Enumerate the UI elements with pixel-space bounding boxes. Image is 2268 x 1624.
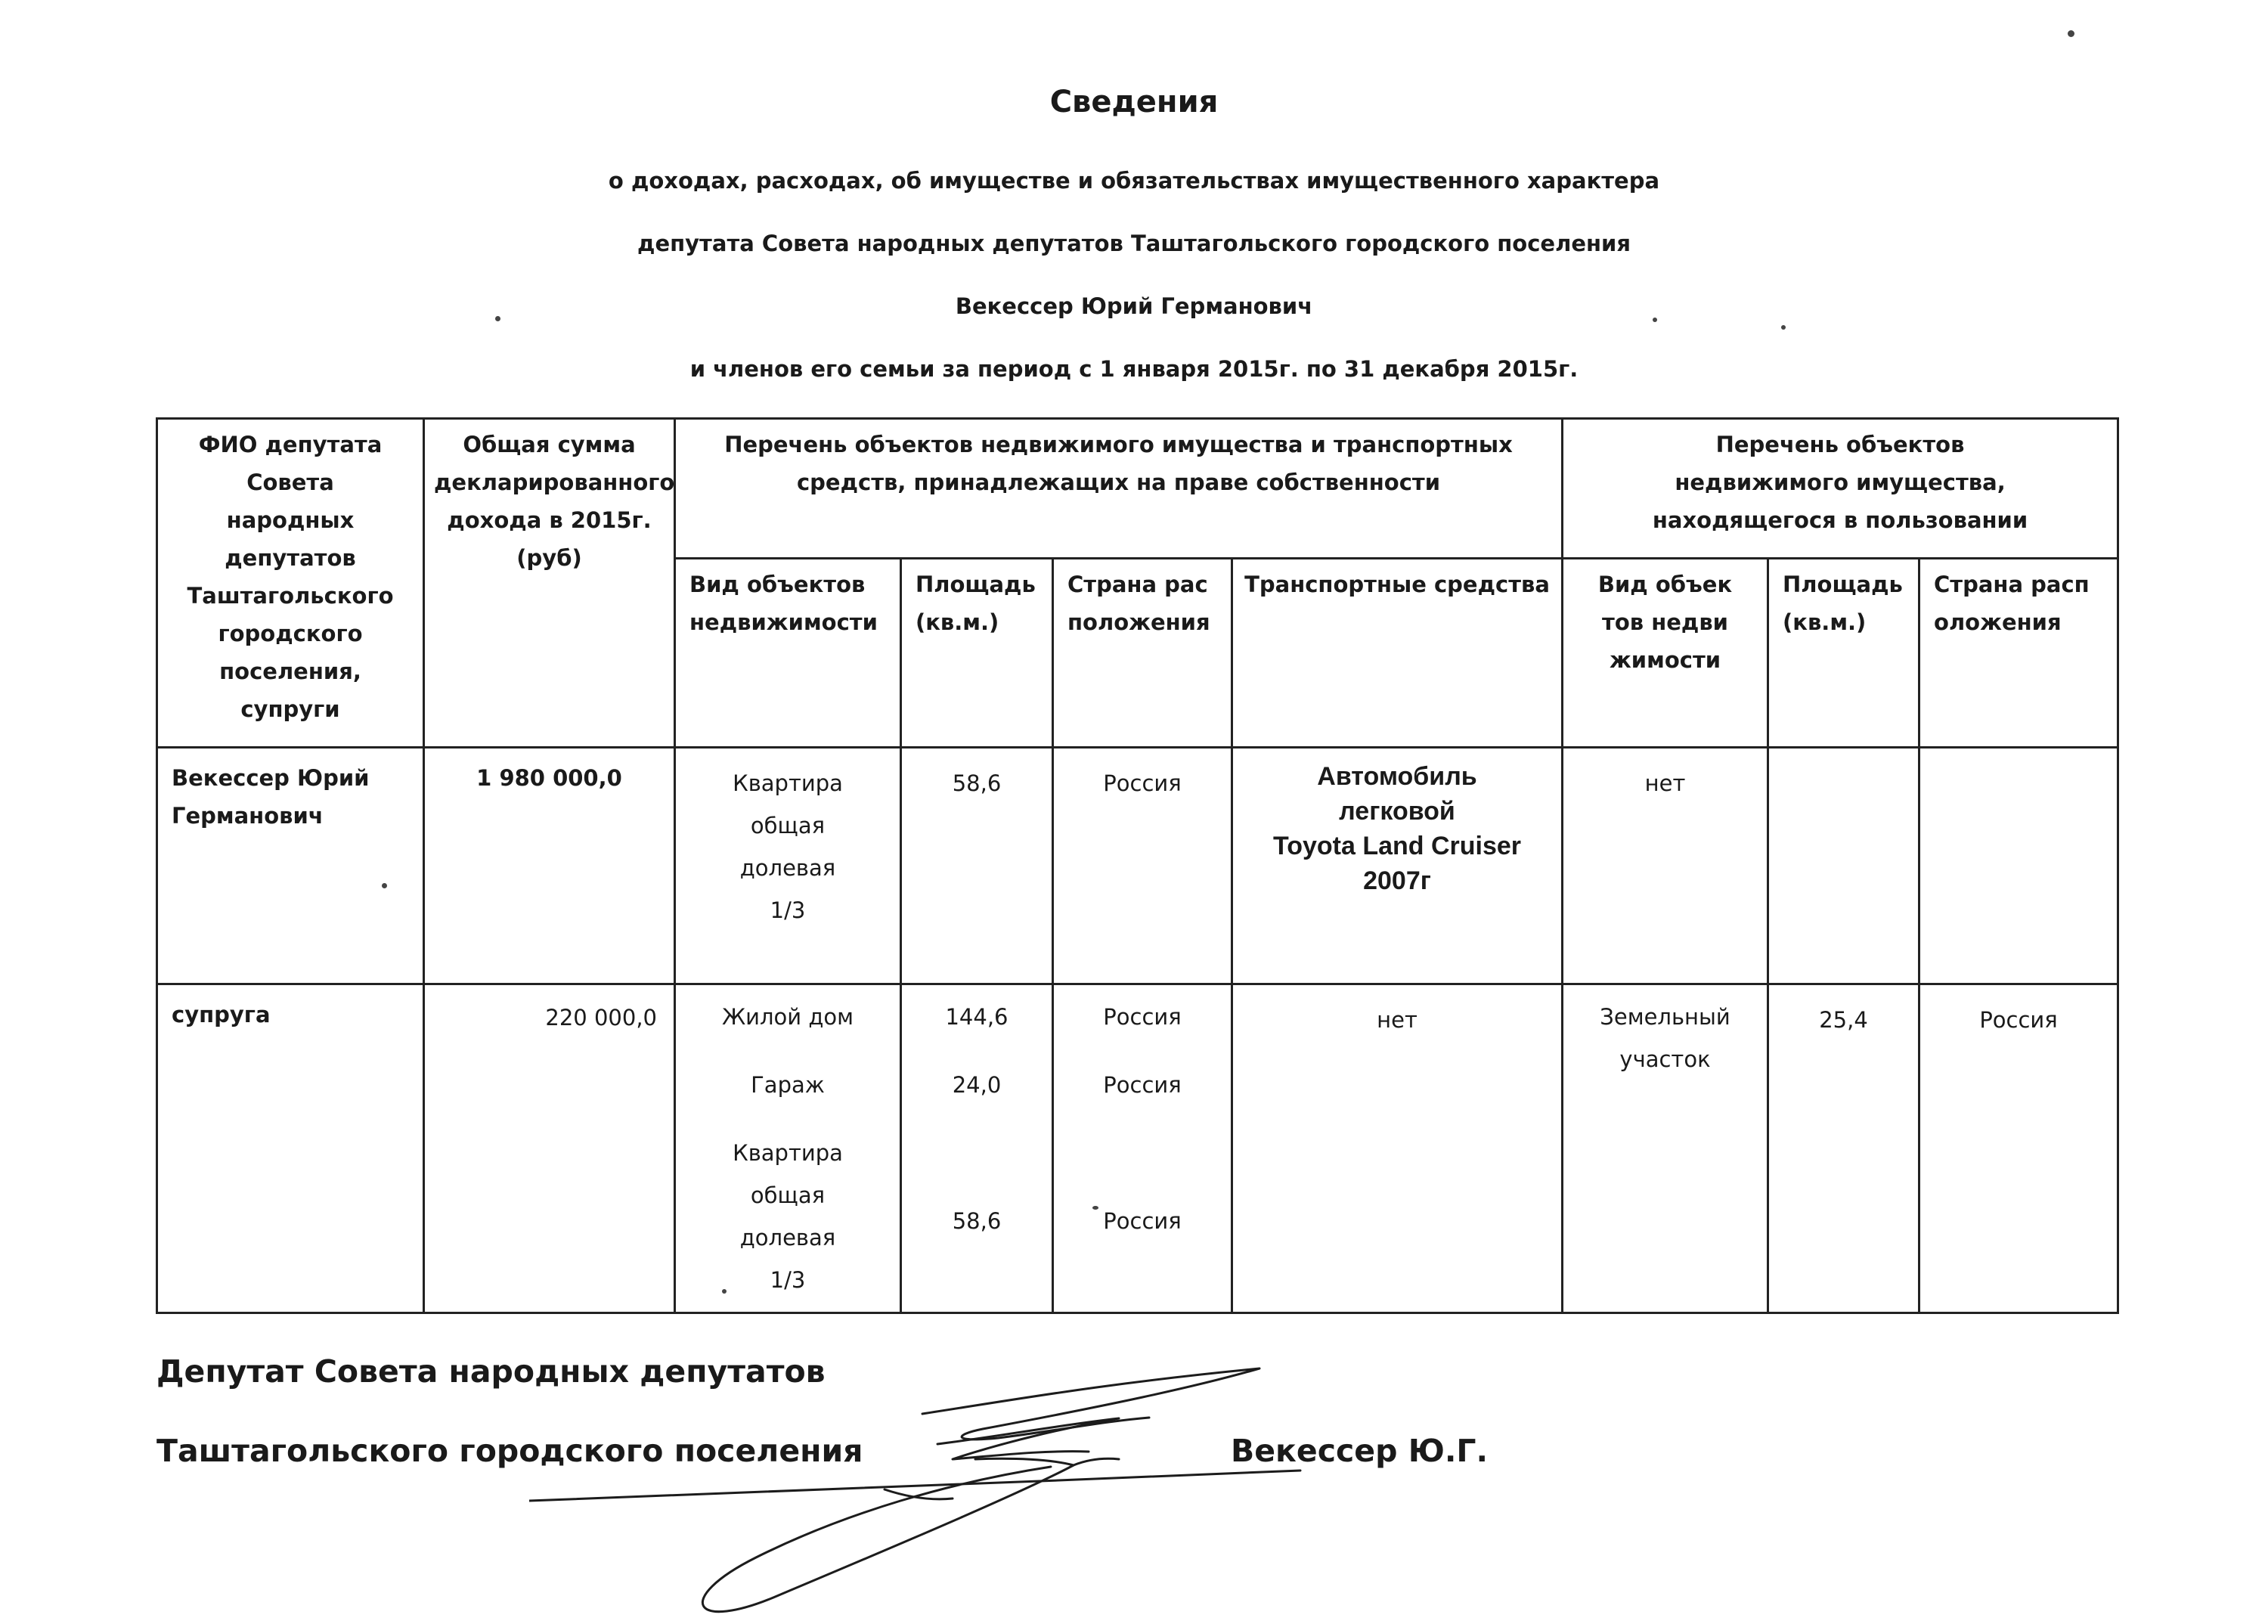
row1-vehicle-year: 2007г xyxy=(1363,866,1431,895)
column-header-owned-country: Страна расположения xyxy=(1053,559,1232,748)
row2-property-countries xyxy=(1053,984,1232,1313)
row1-used-type: нет xyxy=(1563,748,1768,984)
row1-vehicles xyxy=(1232,748,1563,984)
column-header-owned-type: Вид объектов недвижимости xyxy=(675,559,901,748)
row1-property-type: Квартира общая долевая 1/3 xyxy=(675,748,901,984)
row2-property-types xyxy=(675,984,901,1313)
footer-signer-name: Векессер Ю.Г. xyxy=(1231,1433,1489,1469)
header-line-4: и членов его семьи за период с 1 января 2015г. по 31 декабря 2015г. xyxy=(689,356,1579,382)
declaration-table xyxy=(156,417,2119,1314)
row2-property2-type: Гараж xyxy=(751,1072,825,1098)
document-title: Сведения xyxy=(1049,85,1219,119)
row1-vehicle-model: Toyota Land Cruiser xyxy=(1272,832,1522,860)
row1-used-area xyxy=(1768,748,1919,984)
group-header-used: Перечень объектов недвижимого имущества, находящегося в пользовании xyxy=(1563,419,2118,559)
row2-income: 220 000,0 xyxy=(424,984,675,1313)
table-row xyxy=(157,748,2118,984)
column-header-name: ФИО депутата Совета народных депутатов Таштагольского городского поселения, супруги xyxy=(157,419,424,748)
row2-vehicles: нет xyxy=(1232,984,1563,1313)
row2-name: супруга xyxy=(157,984,424,1313)
row2-property2-area: 24,0 xyxy=(952,1072,1002,1098)
header-line-1: о доходах, расходах, об имуществе и обязательствах имущественного характера xyxy=(608,168,1660,194)
row1-income: 1 980 000,0 xyxy=(424,748,675,984)
handwritten-signature xyxy=(529,1346,1361,1618)
row2-property2-country: Россия xyxy=(1103,1072,1182,1098)
row2-used-country: Россия xyxy=(1919,984,2118,1313)
row2-property3-country: Россия xyxy=(1103,1208,1182,1234)
row1-property-area: 58,6 xyxy=(901,748,1053,984)
column-header-used-area: Площадь (кв.м.) xyxy=(1768,559,1919,748)
footer-position-line-1: Депутат Совета народных депутатов xyxy=(156,1353,826,1390)
row2-property1-area: 144,6 xyxy=(945,1004,1009,1030)
row1-vehicle-type: Автомобиль легковой xyxy=(1317,762,1477,826)
row2-used-area: 25,4 xyxy=(1768,984,1919,1313)
row2-property1-country: Россия xyxy=(1103,1004,1182,1030)
column-header-vehicles: Транспортные средства xyxy=(1232,559,1563,748)
header-line-2: депутата Совета народных депутатов Таштагольского городского поселения xyxy=(637,231,1631,256)
footer-position-line-2: Таштагольского городского поселения xyxy=(156,1433,863,1469)
deputy-name-heading: Векессер Юрий Германович xyxy=(955,293,1313,319)
column-header-income: Общая сумма декларированного дохода в 2015г. (руб) xyxy=(424,419,675,748)
row2-used-type: Земельный участок xyxy=(1563,984,1768,1313)
table-row xyxy=(157,984,2118,1313)
row1-name: Векессер Юрий Германович xyxy=(157,748,424,984)
row1-used-country xyxy=(1919,748,2118,984)
column-header-used-type: Вид объектов недвижимости xyxy=(1563,559,1768,748)
column-header-used-country: Страна расположения xyxy=(1919,559,2118,748)
group-header-owned: Перечень объектов недвижимого имущества и транспортных средств, принадлежащих на праве собственности xyxy=(675,419,1563,559)
column-header-owned-area: Площадь (кв.м.) xyxy=(901,559,1053,748)
row2-property3-area: 58,6 xyxy=(952,1208,1002,1234)
row2-property-areas xyxy=(901,984,1053,1313)
row2-property3-type: Квартира общая долевая 1/3 xyxy=(733,1140,843,1293)
row1-property-country: Россия xyxy=(1053,748,1232,984)
row2-property1-type: Жилой дом xyxy=(721,1004,854,1030)
